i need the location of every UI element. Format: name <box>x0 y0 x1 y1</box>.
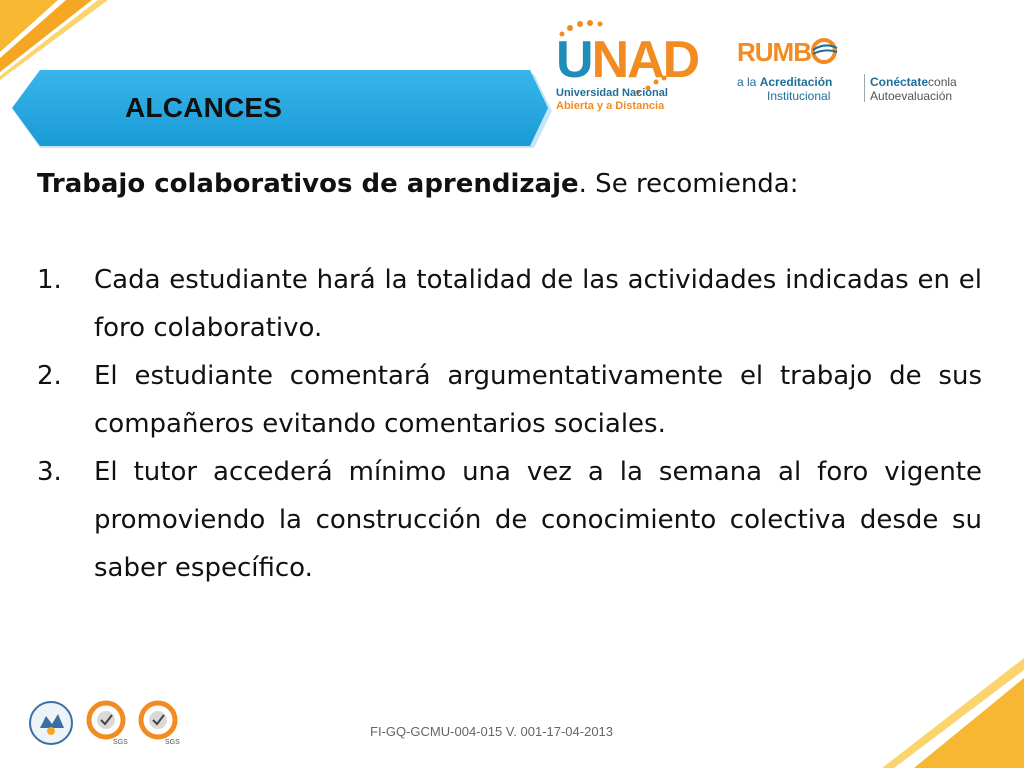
list-item: 3. El tutor accederá mínimo una vez a la semana al foro vigente promoviendo la construcción de conocimiento colectiva desde su saber específico. <box>37 457 982 583</box>
rumbo-institucional-text: Institucional <box>767 89 831 103</box>
conectate-text: Conéctateconla <box>870 75 957 89</box>
quality-cert-icon <box>83 700 129 746</box>
rumbo-globe-icon <box>811 38 839 64</box>
unad-wordmark: UNAD <box>556 31 699 89</box>
corner-stripes-decoration-bottom <box>874 658 1024 768</box>
quality-cert-icon <box>135 700 181 746</box>
document-code: FI-GQ-GCMU-004-015 V. 001-17-04-2013 <box>370 724 614 739</box>
intro-text: . Se recomienda: <box>578 169 799 199</box>
rumbo-wordmark: RUMB <box>737 37 839 68</box>
recommendations-list <box>37 256 982 592</box>
rumbo-acreditacion-text: a la Acreditación <box>737 75 833 89</box>
unad-name-line2: Abierta y a Distancia <box>556 100 665 112</box>
list-item: 2. El estudiante comentará argumentativamente el trabajo de sus compañeros evitando comentarios sociales. <box>37 361 982 439</box>
corner-stripes-decoration <box>0 0 120 80</box>
badge-label: SGS <box>165 739 180 746</box>
logo-divider <box>864 74 865 102</box>
title-banner <box>10 70 555 150</box>
unad-name-line1: Universidad Nacional <box>556 87 668 99</box>
badge-label: SGS <box>113 739 128 746</box>
intro-paragraph <box>37 160 982 208</box>
slide-body <box>37 160 982 592</box>
autoevaluacion-text: Autoevaluación <box>870 89 953 103</box>
slide-title: ALCANCES <box>125 92 283 123</box>
colombia-seal-icon <box>28 700 74 746</box>
intro-heading: Trabajo colaborativos de aprendizaje <box>37 169 579 199</box>
list-item: 1. Cada estudiante hará la totalidad de las actividades indicadas en el foro colaborativo. <box>37 265 982 343</box>
